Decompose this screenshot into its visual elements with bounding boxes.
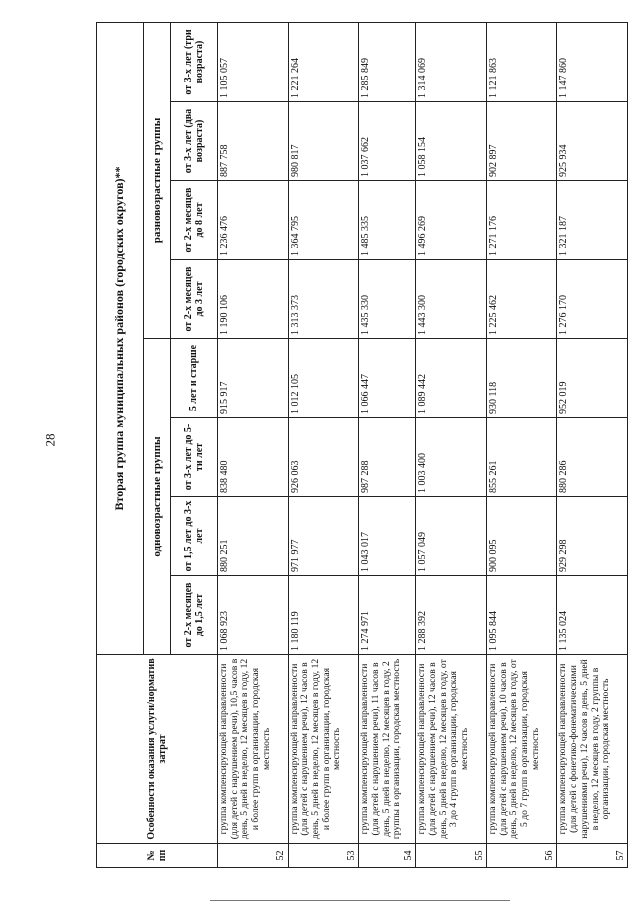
cost-value: 1 037 662	[359, 102, 416, 181]
table-row	[359, 22, 416, 867]
cost-value: 1 190 106	[218, 260, 289, 339]
age-col-header: от 1,5 лет до 3-х лет	[171, 497, 218, 576]
cost-value: 1 057 049	[416, 497, 487, 576]
cost-value: 1 496 269	[416, 181, 487, 260]
cost-value: 1 276 170	[557, 260, 628, 339]
cost-value: 880 251	[218, 497, 289, 576]
col-desc-header: Особенности оказания услуги/норматив затрат	[97, 655, 218, 844]
table-row	[486, 22, 557, 867]
cost-value: 1 121 863	[486, 22, 557, 101]
cost-value: 930 118	[486, 339, 557, 418]
table-row	[416, 22, 487, 867]
age-col-header: от 2-х месяцев до 3 лет	[171, 260, 218, 339]
page-number: 28	[42, 433, 58, 447]
row-number: 57	[557, 844, 628, 868]
row-number: 56	[486, 844, 557, 868]
cost-value: 1 271 176	[486, 181, 557, 260]
row-description: группа компенсирующей направленности (для детей с нарушением речи), 11 часов в день, 5 дней в неделю, 12 месяцев в году, 2 группы в организации, городская местность	[359, 655, 416, 844]
age-col-header: 5 лет и старше	[171, 339, 218, 418]
scan-artifact-line	[210, 900, 510, 901]
age-col-header: от 2-х месяцев до 8 лет	[171, 181, 218, 260]
row-number: 55	[416, 844, 487, 868]
cost-value: 880 286	[557, 418, 628, 497]
table-row	[288, 22, 359, 867]
cost-value: 1 068 923	[218, 576, 289, 655]
age-col-header: от 2-х месяцев до 1,5 лет	[171, 576, 218, 655]
cost-value: 915 917	[218, 339, 289, 418]
cost-value: 1 314 069	[416, 22, 487, 101]
cost-value: 887 758	[218, 102, 289, 181]
cost-value: 1 135 024	[557, 576, 628, 655]
cost-table	[96, 22, 628, 868]
cost-value: 971 977	[288, 497, 359, 576]
mixed-age-header: разновозрастные группы	[144, 22, 171, 338]
cost-value: 929 298	[557, 497, 628, 576]
cost-value: 952 019	[557, 339, 628, 418]
cost-value: 1 274 971	[359, 576, 416, 655]
cost-value: 1 321 187	[557, 181, 628, 260]
table-row	[218, 22, 289, 867]
row-description: группа компенсирующей направленности (для детей с нарушением речи), 12 часов в день, 5 дней в неделю, 12 месяцев в году, от 3 до 4 групп в организации, городская местность	[416, 655, 487, 844]
cost-value: 855 261	[486, 418, 557, 497]
cost-value: 1 443 300	[416, 260, 487, 339]
age-col-header: от 3-х лет до 5-ти лет	[171, 418, 218, 497]
cost-value: 902 897	[486, 102, 557, 181]
cost-value: 926 063	[288, 418, 359, 497]
cost-value: 1 147 860	[557, 22, 628, 101]
cost-value: 1 313 373	[288, 260, 359, 339]
col-num-header: № пп	[97, 844, 218, 868]
cost-value: 1 058 154	[416, 102, 487, 181]
cost-value: 1 066 447	[359, 339, 416, 418]
cost-value: 925 934	[557, 102, 628, 181]
cost-value: 838 480	[218, 418, 289, 497]
age-col-header: от 3-х лет (три возраста)	[171, 22, 218, 101]
age-col-header: от 3-х лет (два возраста)	[171, 102, 218, 181]
cost-value: 1 288 392	[416, 576, 487, 655]
cost-value: 1 043 017	[359, 497, 416, 576]
single-age-header: одновозрастные группы	[144, 339, 171, 655]
table-row	[557, 22, 628, 867]
cost-value: 1 003 400	[416, 418, 487, 497]
row-description: группа компенсирующей направленности (для детей с нарушением речи), 12 часов в день, 5 дней в неделю, 12 месяцев в году, 12 и более групп в организации, городская местность	[288, 655, 359, 844]
cost-value: 1 364 795	[288, 181, 359, 260]
cost-value: 1 435 330	[359, 260, 416, 339]
cost-value: 1 095 844	[486, 576, 557, 655]
row-description: группа компенсирующей направленности (для детей с нарушением речи), 10,5 часов в день, 5 дней в неделю, 12 месяцев в году, 12 и более групп в организации, городская местность	[218, 655, 289, 844]
row-description: группа компенсирующей направленности (для детей с нарушением речи), 10 часов в день, 5 дней в неделю, 12 месяцев в году, от 5 до 7 групп в организации, городская местность	[486, 655, 557, 844]
cost-value: 1 285 849	[359, 22, 416, 101]
row-number: 53	[288, 844, 359, 868]
cost-value: 980 817	[288, 102, 359, 181]
cost-value: 900 095	[486, 497, 557, 576]
cost-value: 1 089 442	[416, 339, 487, 418]
cost-value: 1 221 264	[288, 22, 359, 101]
group-header: Вторая группа муниципальных районов (городских округов)**	[97, 22, 144, 654]
rotated-table-container	[96, 23, 628, 868]
cost-value: 1 225 462	[486, 260, 557, 339]
row-number: 54	[359, 844, 416, 868]
cost-value: 1 105 057	[218, 22, 289, 101]
cost-value: 1 236 476	[218, 181, 289, 260]
row-description: группа компенсирующей направленности (для детей с фонетико-фонематическими нарушениями речи), 12 часов в день, 5 дней в неделю, 12 месяцев в году, 2 группы в организации, городская местность	[557, 655, 628, 844]
cost-value: 1 012 105	[288, 339, 359, 418]
cost-value: 987 288	[359, 418, 416, 497]
cost-value: 1 485 335	[359, 181, 416, 260]
cost-value: 1 180 119	[288, 576, 359, 655]
row-number: 52	[218, 844, 289, 868]
